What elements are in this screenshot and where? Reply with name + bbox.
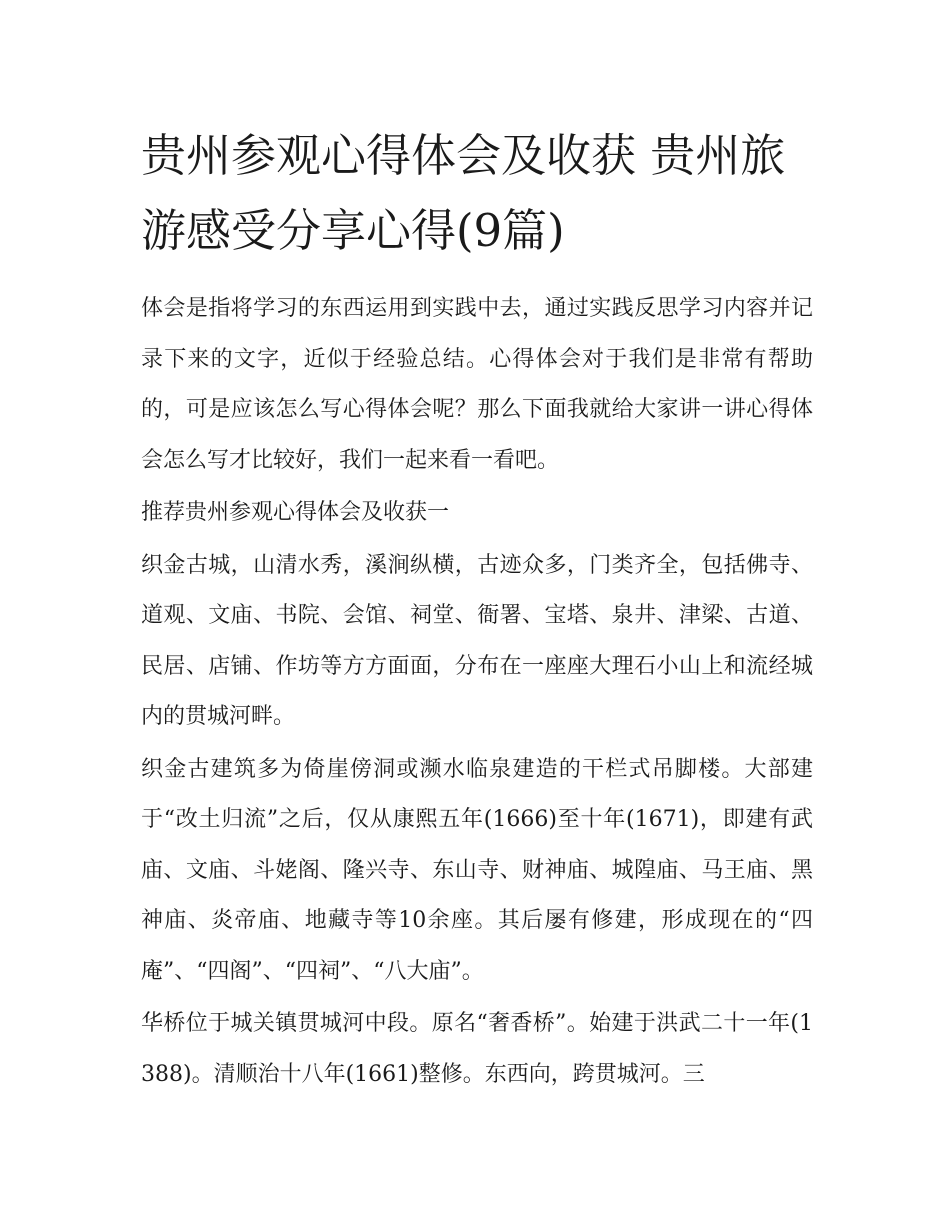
intro-paragraph: 体会是指将学习的东西运用到实践中去，通过实践反思学习内容并记录下来的文字，近似于经验总结。心得体会对于我们是非常有帮助的，可是应该怎么写心得体会呢？那么下面我就给大家讲一讲心得体会怎么写才比较好，我们一起来看一看吧。 bbox=[141, 296, 813, 473]
document-title: 贵州参观心得体会及收获 贵州旅游感受分享心得(9篇) bbox=[141, 129, 786, 257]
body-paragraph: 织金古城，山清水秀，溪涧纵横，古迹众多，门类齐全，包括佛寺、道观、文庙、书院、会馆、祠堂、衙署、宝塔、泉井、津梁、古道、民居、店铺、作坊等方方面面，分布在一座座大理石小山上和流经城内的贯城河畔。 bbox=[141, 552, 813, 729]
document-page bbox=[141, 118, 813, 1100]
body-paragraph: 织金古建筑多为倚崖傍洞或濒水临泉建造的干栏式吊脚楼。大部建于“改土归流”之后，仅从康熙五年(1666)至十年(1671)，即建有武庙、文庙、斗姥阁、隆兴寺、东山寺、财神庙、城隍庙、马王庙、黑神庙、炎帝庙、地藏寺等10余座。其后屡有修建，形成现在的“四庵”、“四阁”、“四祠”、“八大庙”。 bbox=[141, 756, 813, 984]
body-paragraph: 华桥位于城关镇贯城河中段。原名“奢香桥”。始建于洪武二十一年(1388)。清顺治十八年(1661)整修。东西向，跨贯城河。三 bbox=[141, 1011, 813, 1087]
section-heading: 推荐贵州参观心得体会及收获一 bbox=[141, 500, 450, 525]
